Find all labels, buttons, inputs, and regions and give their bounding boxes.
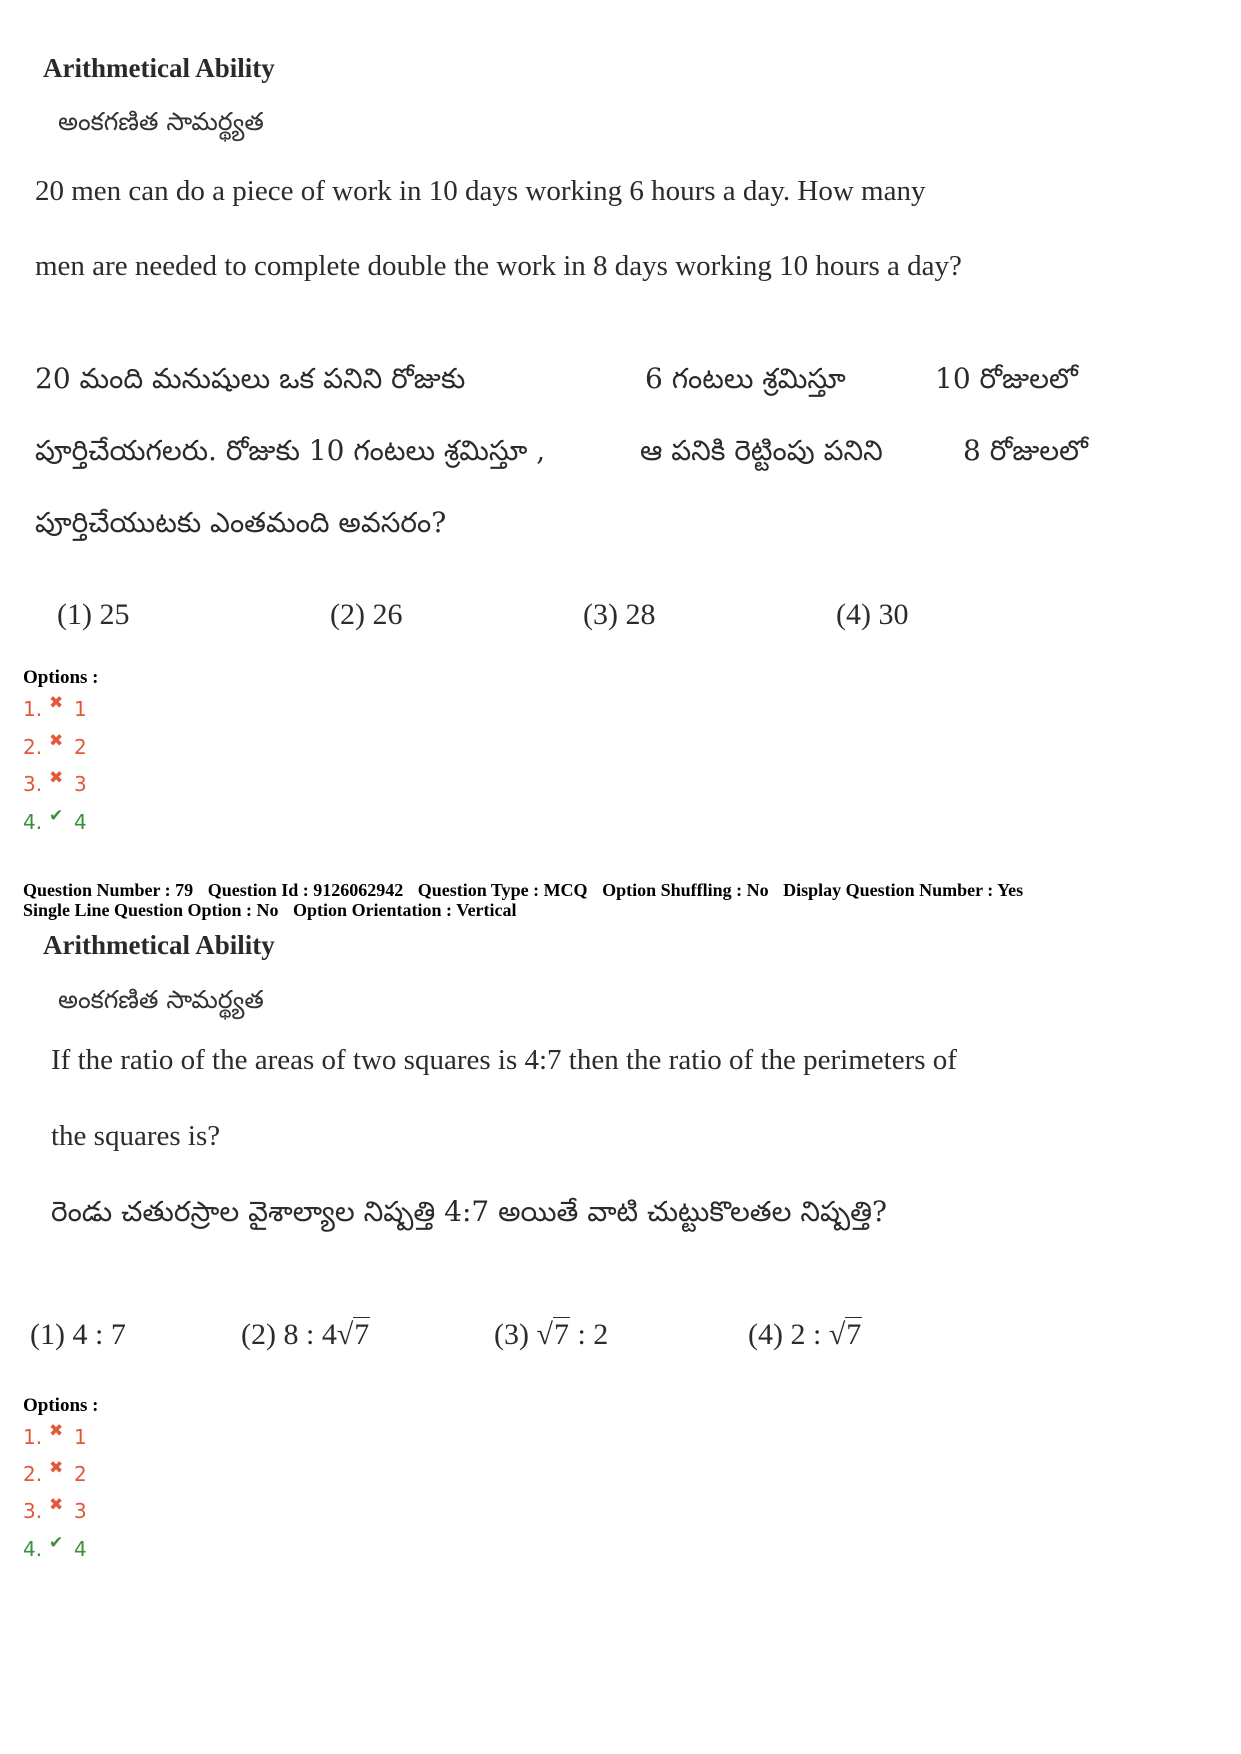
section-title: Arithmetical Ability [43,53,275,83]
question-id: Question Id : 9126062942 [207,880,404,900]
option-row [23,731,87,759]
cross-icon: ✖ [49,1495,64,1515]
question-meta-line [23,900,527,921]
radicand: 7 [553,1318,569,1351]
option-row [23,1495,87,1523]
question-type: Question Type : MCQ [417,880,588,900]
option-row [23,1458,87,1486]
cross-icon: ✖ [49,693,64,713]
check-icon: ✔ [49,1533,64,1553]
choice-text: : 2 [569,1318,609,1351]
option-row [23,768,87,796]
question-text-line: If the ratio of the areas of two squares is 4:7 then the ratio of the perimeters of [51,1044,957,1076]
answer-choice: (4) 30 [836,598,909,631]
cross-icon: ✖ [49,1458,64,1478]
option-label: 3 [74,772,87,796]
option-number: 3. [23,772,43,796]
option-label: 3 [74,1499,87,1523]
question-number: Question Number : 79 [23,880,194,900]
choice-text: (1) 4 : 7 [30,1318,126,1351]
answer-choice [748,1318,862,1352]
option-label: 1 [74,1425,87,1449]
answer-choice: (2) 26 [330,598,403,631]
display-question-number: Display Question Number : Yes [783,880,1024,900]
option-row [23,693,87,721]
option-number: 1. [23,1425,43,1449]
question-text-telugu: ఆ పనికి రెట్టింపు పనిని [640,434,883,467]
radicand: 7 [846,1318,862,1351]
option-label: 4 [74,1537,87,1561]
question-text-telugu: పూర్తిచేయగలరు. రోజుకు 10 గంటలు శ్రమిస్తూ , [35,434,546,467]
question-text-line: the squares is? [51,1120,221,1152]
question-text-telugu: పూర్తిచేయుటకు ఎంతమంది అవసరం? [35,506,447,539]
option-number: 4. [23,810,43,834]
option-row [23,1533,87,1561]
answer-choice [494,1318,608,1352]
option-label: 2 [74,735,87,759]
question-text-line: 20 men can do a piece of work in 10 days working 6 hours a day. How many [35,175,926,207]
section-title-telugu: అంకగణిత సామర్థ్యత [58,107,264,136]
answer-choice [241,1318,370,1352]
question-text-telugu: 20 మంది మనుషులు ఒక పనిని రోజుకు [35,362,466,395]
section-title-telugu: అంకగణిత సామర్థ్యత [58,985,264,1014]
cross-icon: ✖ [49,768,64,788]
choice-text: (4) 2 : √ [748,1318,846,1351]
option-label: 2 [74,1462,87,1486]
choice-text: (3) √ [494,1318,553,1351]
answer-choice: (1) 25 [57,598,130,631]
choice-text: (2) 8 : 4√ [241,1318,354,1351]
option-shuffling: Option Shuffling : No [602,880,769,900]
radicand: 7 [354,1318,370,1351]
answer-choice: (3) 28 [583,598,656,631]
option-number: 3. [23,1499,43,1523]
options-label: Options : [23,667,99,688]
answer-choice [30,1318,126,1352]
question-text-line: men are needed to complete double the work in 8 days working 10 hours a day? [35,250,962,282]
cross-icon: ✖ [49,731,64,751]
cross-icon: ✖ [49,1421,64,1441]
question-text-telugu: రెండు చతురస్రాల వైశాల్యాల నిష్పత్తి 4:7 అయితే వాటి చుట్టుకొలతల నిష్పత్తి? [51,1195,888,1228]
question-text-telugu: 10 రోజులలో [935,362,1078,395]
option-number: 1. [23,697,43,721]
option-orientation: Option Orientation : Vertical [293,900,517,920]
section-title: Arithmetical Ability [43,930,275,960]
option-number: 4. [23,1537,43,1561]
option-number: 2. [23,735,43,759]
check-icon: ✔ [49,806,64,826]
option-label: 1 [74,697,87,721]
single-line-option: Single Line Question Option : No [23,900,279,920]
question-text-telugu: 6 గంటలు శ్రమిస్తూ [645,362,846,395]
question-meta-line [23,880,1033,901]
option-label: 4 [74,810,87,834]
option-number: 2. [23,1462,43,1486]
option-row [23,806,87,834]
options-label: Options : [23,1395,99,1416]
question-text-telugu: 8 రోజులలో [963,434,1088,467]
option-row [23,1421,87,1449]
